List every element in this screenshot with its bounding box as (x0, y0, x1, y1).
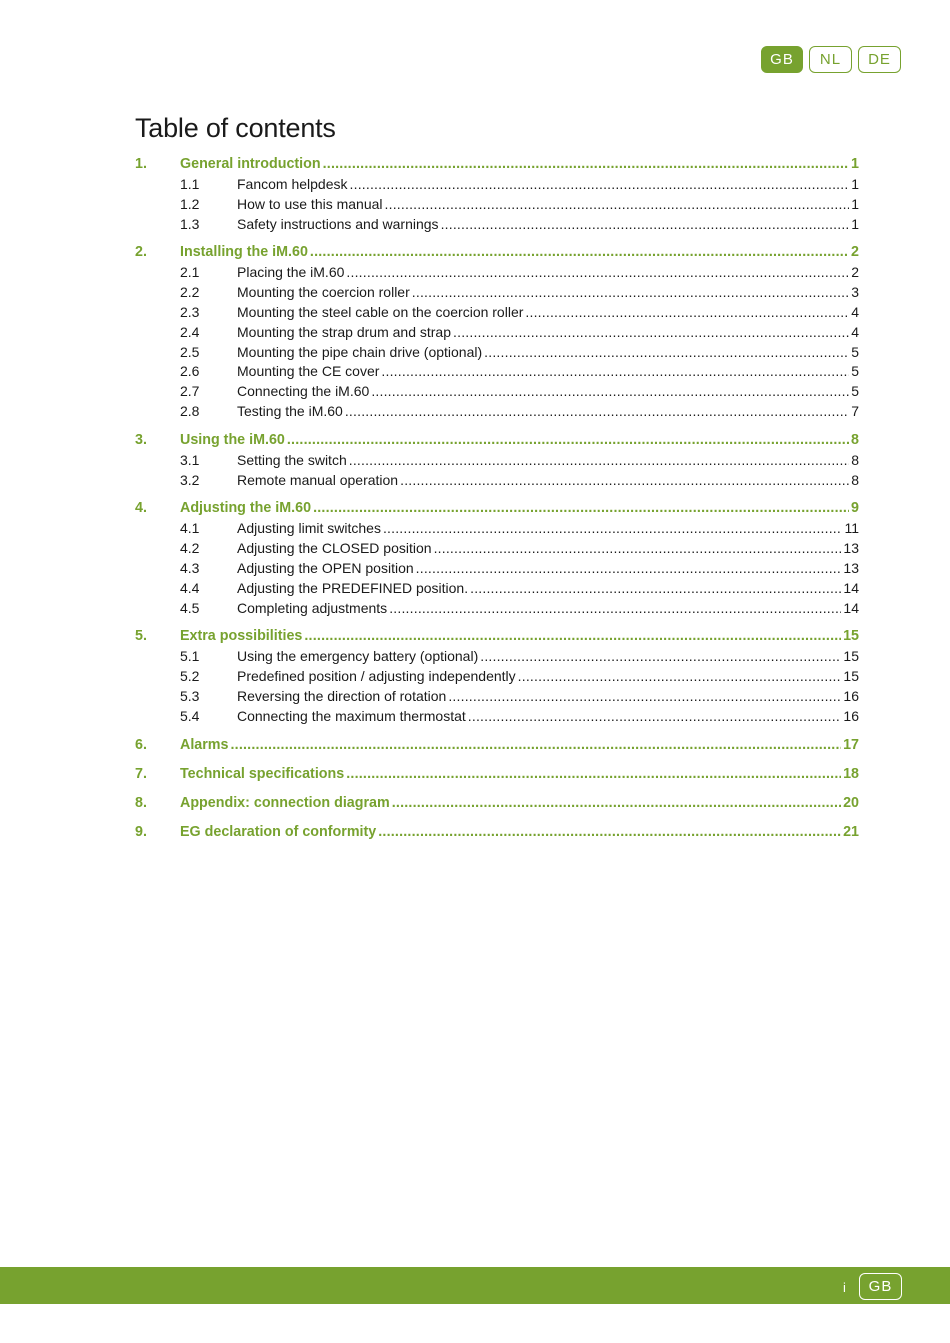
chapter-number: 3. (135, 431, 147, 448)
toc-section (135, 625, 859, 726)
toc-chapter-row[interactable] (135, 625, 859, 647)
toc-section (135, 821, 859, 843)
page-number: 15 (843, 668, 859, 685)
dot-leader (392, 792, 841, 814)
footer-page-number: i (843, 1280, 846, 1295)
subsection-number: 2.2 (180, 284, 200, 301)
chapter-title: Technical specifications (180, 765, 345, 782)
page-number: 14 (843, 599, 859, 616)
dot-leader (385, 195, 850, 215)
subsection-number: 3.1 (180, 451, 200, 468)
dot-leader (345, 402, 849, 422)
toc-chapter-row[interactable] (135, 763, 859, 785)
dot-leader (525, 303, 849, 323)
toc-section (135, 792, 859, 814)
toc-section (135, 763, 859, 785)
toc-section (135, 153, 859, 234)
subsection-number: 2.5 (180, 343, 200, 360)
subsection-title: Adjusting the OPEN position (237, 559, 414, 576)
chapter-title: Using the iM.60 (180, 431, 285, 448)
page-number: 7 (851, 402, 859, 419)
toc-subsection-row[interactable] (135, 303, 859, 323)
subsection-number: 2.6 (180, 363, 200, 380)
dot-leader (468, 707, 842, 727)
dot-leader (313, 497, 849, 519)
dot-leader (448, 687, 841, 707)
page-number: 1 (851, 156, 859, 172)
table-of-contents (135, 153, 859, 850)
subsection-title: Mounting the pipe chain drive (optional) (237, 343, 483, 360)
dot-leader (346, 263, 849, 283)
subsection-number: 4.3 (180, 559, 200, 576)
page-number: 2 (851, 264, 859, 281)
toc-chapter-row[interactable] (135, 153, 859, 175)
page-number: 4 (851, 303, 859, 320)
toc-subsection-row[interactable] (135, 343, 859, 363)
toc-subsection-row[interactable] (135, 175, 859, 195)
toc-subsection-row[interactable] (135, 263, 859, 283)
page-title: Table of contents (135, 113, 336, 143)
toc-subsection-row[interactable] (135, 599, 859, 619)
dot-leader (381, 362, 849, 382)
subsection-number: 4.2 (180, 540, 200, 557)
page-number: 15 (843, 628, 859, 645)
chapter-title: Appendix: connection diagram (180, 794, 390, 811)
toc-subsection-row[interactable] (135, 539, 859, 559)
subsection-title: Remote manual operation (237, 471, 399, 488)
toc-subsection-row[interactable] (135, 195, 859, 215)
subsection-number: 2.3 (180, 303, 200, 320)
page-number: 11 (844, 520, 859, 537)
subsection-number: 2.1 (180, 264, 200, 281)
subsection-number: 5.3 (180, 687, 200, 704)
chapter-title: Adjusting the iM.60 (180, 500, 312, 517)
toc-subsection-row[interactable] (135, 323, 859, 343)
chapter-title: Extra possibilities (180, 628, 303, 645)
subsection-number: 1.1 (180, 176, 200, 192)
subsection-title: Predefined position / adjusting independently (237, 668, 516, 685)
dot-leader (287, 429, 849, 451)
subsection-number: 2.4 (180, 323, 200, 340)
toc-section (135, 429, 859, 491)
dot-leader (371, 382, 849, 402)
subsection-title: Using the emergency battery (optional) (237, 648, 479, 665)
page-number: 1 (851, 195, 859, 212)
dot-leader (349, 451, 849, 471)
dot-leader (412, 283, 849, 303)
toc-subsection-row[interactable] (135, 559, 859, 579)
dot-leader (350, 175, 850, 195)
subsection-title: Connecting the maximum thermostat (237, 707, 466, 724)
toc-section (135, 497, 859, 618)
chapter-number: 5. (135, 628, 147, 645)
toc-subsection-row[interactable] (135, 215, 859, 235)
page-number: 1 (851, 176, 859, 192)
page-number: 13 (843, 559, 859, 576)
subsection-number: 2.8 (180, 402, 200, 419)
page-number: 17 (843, 736, 859, 753)
subsection-title: Completing adjustments (237, 599, 388, 616)
page-number: 21 (843, 823, 859, 840)
language-switcher (761, 46, 901, 73)
chapter-number: 2. (135, 244, 147, 261)
chapter-number: 4. (135, 500, 147, 517)
footer-language-badge: GB (859, 1273, 902, 1300)
page-number: 8 (851, 431, 859, 448)
subsection-title: Adjusting the CLOSED position (237, 540, 432, 557)
subsection-number: 5.4 (180, 707, 200, 724)
toc-subsection-row[interactable] (135, 707, 859, 727)
dot-leader (470, 579, 841, 599)
subsection-number: 5.1 (180, 648, 200, 665)
dot-leader (310, 241, 849, 263)
dot-leader (400, 471, 849, 491)
page-number: 15 (843, 648, 859, 665)
dot-leader (304, 625, 841, 647)
subsection-title: Mounting the steel cable on the coercion roller (237, 303, 524, 320)
page-number: 8 (851, 451, 859, 468)
toc-subsection-row[interactable] (135, 647, 859, 667)
dot-leader (434, 539, 842, 559)
dot-leader (416, 559, 842, 579)
toc-subsection-row[interactable] (135, 471, 859, 491)
toc-subsection-row[interactable] (135, 362, 859, 382)
page-number: 20 (843, 794, 859, 811)
toc-subsection-row[interactable] (135, 687, 859, 707)
page-number: 2 (851, 244, 859, 261)
toc-section (135, 241, 859, 421)
subsection-title: Connecting the iM.60 (237, 383, 370, 400)
dot-leader (346, 763, 841, 785)
page-number: 18 (843, 765, 859, 782)
subsection-title: Reversing the direction of rotation (237, 687, 447, 704)
toc-chapter-row[interactable] (135, 821, 859, 843)
toc-subsection-row[interactable] (135, 283, 859, 303)
toc-subsection-row[interactable] (135, 382, 859, 402)
chapter-number: 6. (135, 736, 147, 753)
subsection-title: Mounting the strap drum and strap (237, 323, 452, 340)
chapter-title: Alarms (180, 736, 229, 753)
subsection-title: How to use this manual (237, 195, 383, 212)
subsection-title: Adjusting the PREDEFINED position. (237, 579, 469, 596)
toc-chapter-row[interactable] (135, 241, 859, 263)
toc-subsection-row[interactable] (135, 519, 859, 539)
page-number: 5 (851, 383, 859, 400)
page-number: 14 (843, 579, 859, 596)
footer-bar (0, 1267, 950, 1304)
page-number: 16 (843, 687, 859, 704)
dot-leader (480, 647, 841, 667)
chapter-title: EG declaration of conformity (180, 823, 377, 840)
page-number: 5 (851, 343, 859, 360)
subsection-title: Mounting the coercion roller (237, 284, 410, 301)
subsection-number: 3.2 (180, 471, 200, 488)
lang-tab-de[interactable]: DE (858, 46, 901, 73)
subsection-title: Placing the iM.60 (237, 264, 345, 281)
toc-chapter-row[interactable] (135, 734, 859, 756)
chapter-number: 1. (135, 156, 147, 172)
subsection-title: Adjusting limit switches (237, 520, 381, 537)
chapter-number: 9. (135, 823, 147, 840)
chapter-title: Installing the iM.60 (180, 244, 308, 261)
page-number: 9 (851, 500, 859, 517)
lang-tab-nl[interactable]: NL (809, 46, 852, 73)
toc-chapter-row[interactable] (135, 429, 859, 451)
toc-chapter-row[interactable] (135, 792, 859, 814)
page-number: 4 (851, 323, 859, 340)
subsection-title: Fancom helpdesk (237, 176, 348, 192)
subsection-number: 2.7 (180, 383, 200, 400)
dot-leader (518, 667, 842, 687)
chapter-number: 7. (135, 765, 147, 782)
subsection-number: 4.4 (180, 579, 200, 596)
toc-chapter-row[interactable] (135, 497, 859, 519)
page-number: 16 (843, 707, 859, 724)
page-number: 1 (851, 215, 859, 232)
subsection-title: Setting the switch (237, 451, 347, 468)
subsection-number: 5.2 (180, 668, 200, 685)
page-number: 13 (843, 540, 859, 557)
dot-leader (453, 323, 849, 343)
toc-subsection-row[interactable] (135, 579, 859, 599)
toc-subsection-row[interactable] (135, 402, 859, 422)
toc-section (135, 734, 859, 756)
subsection-number: 1.2 (180, 195, 200, 212)
chapter-number: 8. (135, 794, 147, 811)
subsection-title: Testing the iM.60 (237, 402, 343, 419)
dot-leader (389, 599, 841, 619)
dot-leader (383, 519, 843, 539)
toc-subsection-row[interactable] (135, 667, 859, 687)
lang-tab-gb[interactable]: GB (761, 46, 803, 73)
dot-leader (441, 215, 850, 235)
dot-leader (378, 821, 841, 843)
subsection-number: 1.3 (180, 215, 200, 232)
chapter-title: General introduction (180, 156, 321, 172)
subsection-title: Mounting the CE cover (237, 363, 380, 380)
page-number: 5 (851, 363, 859, 380)
dot-leader (230, 734, 841, 756)
page-number: 8 (851, 471, 859, 488)
page-number: 3 (851, 284, 859, 301)
dot-leader (484, 343, 849, 363)
subsection-number: 4.5 (180, 599, 200, 616)
subsection-title: Safety instructions and warnings (237, 215, 439, 232)
subsection-number: 4.1 (180, 520, 200, 537)
toc-subsection-row[interactable] (135, 451, 859, 471)
dot-leader (323, 153, 849, 175)
